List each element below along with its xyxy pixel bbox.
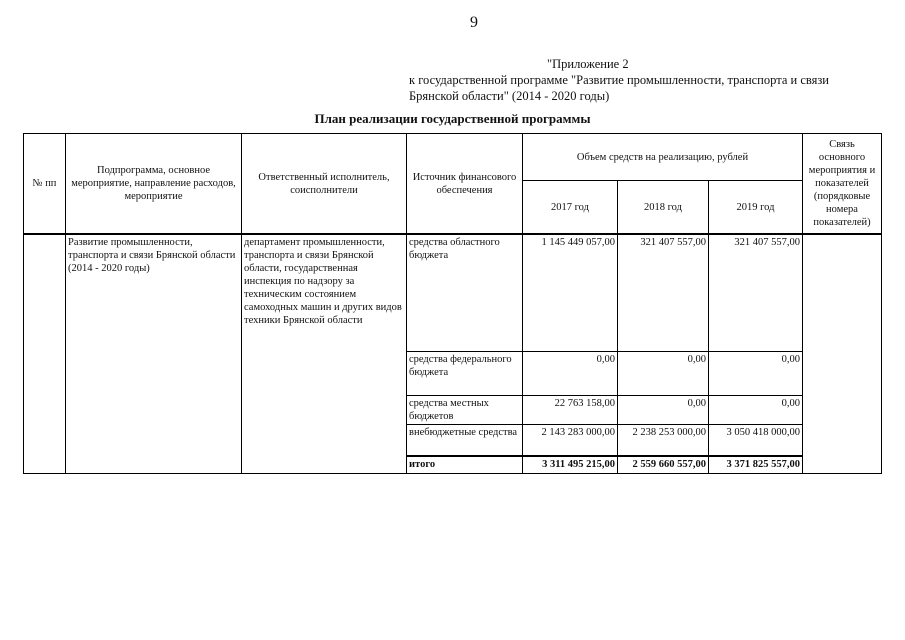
header-year-2019: 2019 год [709,181,803,235]
source-cell: средства областного бюджета [407,234,523,352]
total-2017: 3 311 495 215,00 [523,456,618,474]
amount-2017: 2 143 283 000,00 [523,425,618,457]
source-cell: средства федерального бюджета [407,352,523,396]
header-year-2018: 2018 год [618,181,709,235]
amount-2017: 0,00 [523,352,618,396]
amount-2017: 22 763 158,00 [523,396,618,425]
program-executor: департамент промышленности, транспорта и связи Брянской области, государственная инспекция по надзору за техническим состоянием самоходных машин и других видов техники Брянской области [242,234,407,474]
source-cell: средства местных бюджетов [407,396,523,425]
table-row [24,234,882,352]
page-number: 9 [470,14,478,31]
amount-2018: 0,00 [618,396,709,425]
annex-line-2: к государственной программе "Развитие промышленности, транспорта и связи [409,73,829,87]
source-cell: внебюджетные средства [407,425,523,457]
amount-2019: 321 407 557,00 [709,234,803,352]
header-executor: Ответственный исполнитель, соисполнители [242,134,407,235]
table-header [24,134,882,235]
header-link: Связь основного мероприятия и показателей (порядковые номера показателей) [803,134,882,235]
program-num [24,234,66,474]
annex-line-3: Брянской области" (2014 - 2020 годы) [409,89,610,103]
total-2018: 2 559 660 557,00 [618,456,709,474]
amount-2019: 3 050 418 000,00 [709,425,803,457]
amount-2018: 321 407 557,00 [618,234,709,352]
program-link [803,234,882,474]
header-amount: Объем средств на реализацию, рублей [523,134,803,181]
amount-2018: 0,00 [618,352,709,396]
program-name: Развитие промышленности, транспорта и связи Брянской области (2014 - 2020 годы) [66,234,242,474]
header-year-2017: 2017 год [523,181,618,235]
annex-line-1: "Приложение 2 [547,57,629,71]
amount-2019: 0,00 [709,352,803,396]
amount-2018: 2 238 253 000,00 [618,425,709,457]
header-subprogram: Подпрограмма, основное мероприятие, направление расходов, мероприятие [66,134,242,235]
amount-2017: 1 145 449 057,00 [523,234,618,352]
annex-header [409,56,829,104]
total-label: итого [407,456,523,474]
header-num: № пп [24,134,66,235]
header-source: Источник финансового обеспечения [407,134,523,235]
plan-table [23,133,882,474]
document-title: План реализации государственной программы [314,111,591,126]
total-2019: 3 371 825 557,00 [709,456,803,474]
amount-2019: 0,00 [709,396,803,425]
